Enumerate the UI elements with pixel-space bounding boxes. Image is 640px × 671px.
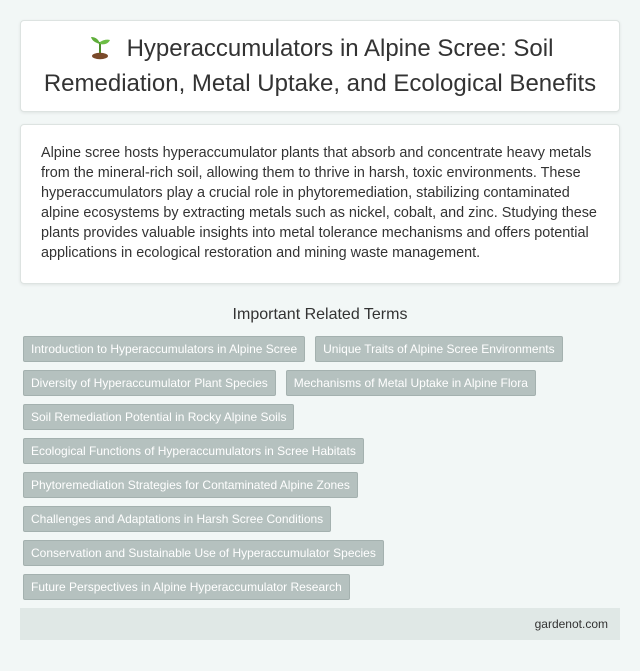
related-term-tag[interactable]: Diversity of Hyperaccumulator Plant Species <box>23 370 276 396</box>
intro-text: Alpine scree hosts hyperaccumulator plants that absorb and concentrate heavy metals from the mineral-rich soil, allowing them to thrive in harsh, toxic environments. These hyperaccumulators play a crucial role in phytoremediation, stabilizing contaminated alpine ecosystems by extracting metals such as nickel, cobalt, and zinc. Studying these plants provides valuable insights into metal tolerance mechanisms and offers potential applications in ecological restoration and mining waste management. <box>41 145 597 261</box>
related-term-tag[interactable]: Soil Remediation Potential in Rocky Alpine Soils <box>23 404 294 430</box>
sprout-icon <box>87 34 113 68</box>
footer-site-link[interactable]: gardenot.com <box>534 617 608 631</box>
page-title: Hyperaccumulators in Alpine Scree: Soil Remediation, Metal Uptake, and Ecological Benefits <box>43 35 597 97</box>
related-terms-list <box>20 336 620 600</box>
footer <box>20 608 620 640</box>
related-term-tag[interactable]: Challenges and Adaptations in Harsh Scree Conditions <box>23 506 331 532</box>
page-title-container <box>41 33 599 99</box>
related-term-tag[interactable]: Phytoremediation Strategies for Contaminated Alpine Zones <box>23 472 358 498</box>
related-terms-heading: Important Related Terms <box>232 306 408 323</box>
related-term-tag[interactable]: Unique Traits of Alpine Scree Environments <box>315 336 562 362</box>
intro-card <box>20 124 620 284</box>
related-term-tag[interactable]: Future Perspectives in Alpine Hyperaccumulator Research <box>23 574 350 600</box>
related-term-tag[interactable]: Introduction to Hyperaccumulators in Alpine Scree <box>23 336 305 362</box>
related-term-tag[interactable]: Conservation and Sustainable Use of Hyperaccumulator Species <box>23 540 384 566</box>
header-card <box>20 20 620 112</box>
related-term-tag[interactable]: Mechanisms of Metal Uptake in Alpine Flora <box>286 370 536 396</box>
related-term-tag[interactable]: Ecological Functions of Hyperaccumulators in Scree Habitats <box>23 438 364 464</box>
